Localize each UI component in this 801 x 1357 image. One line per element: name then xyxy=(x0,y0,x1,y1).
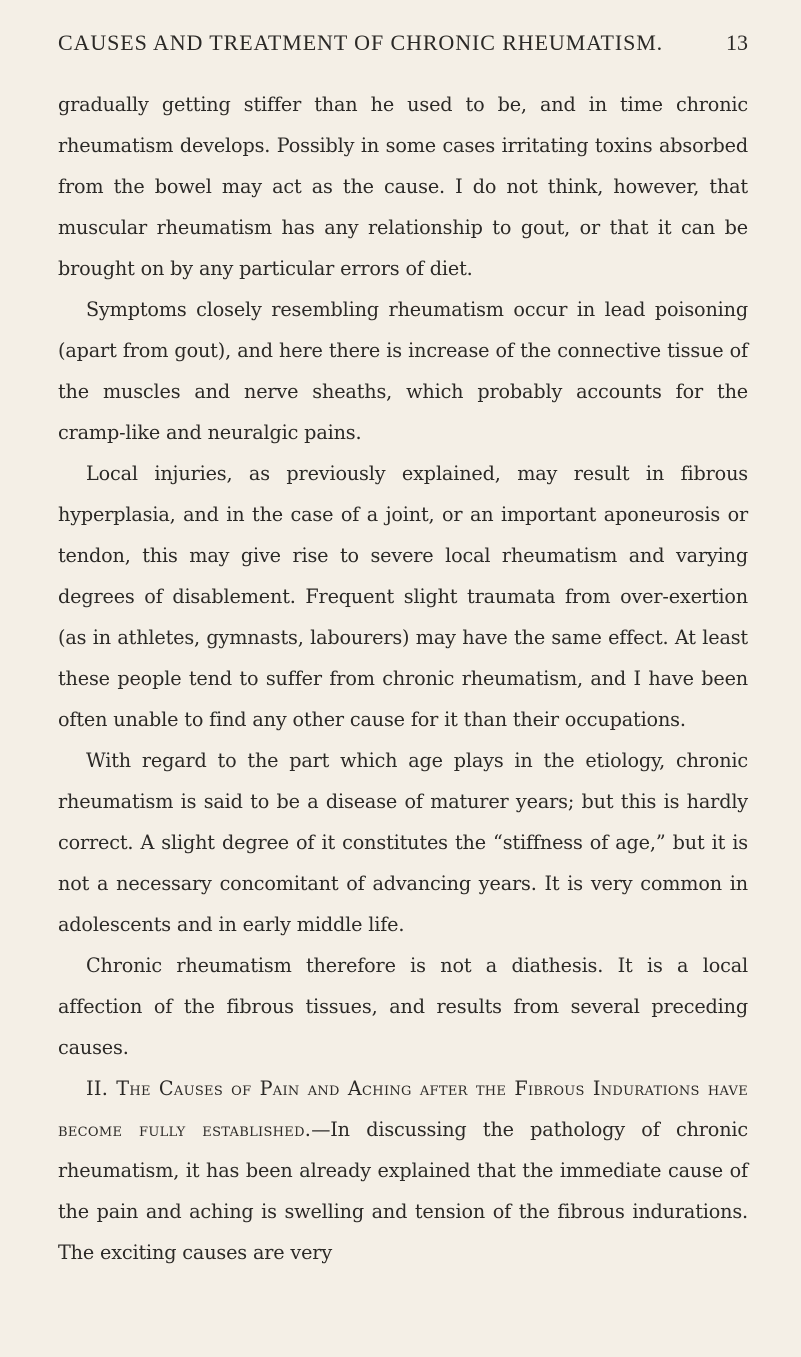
section-text: —In discussing the pathology of chronic rheumatism, it has been already explained that the immediate cause of the pain and aching is swelling and tension of the fibrous indurations. The exciting causes are very xyxy=(58,1118,748,1264)
paragraph-diathesis: Chronic rheumatism therefore is not a diathesis. It is a local affection of the fibrous tissues, and results from several preceding causes. xyxy=(58,954,748,1059)
section-heading: II. The Causes of Pain and Aching after the Fibrous Indurations have become fully established. xyxy=(58,1077,748,1141)
paragraph-age-etiology: With regard to the part which age plays in the etiology, chronic rheumatism is said to be a disease of maturer years; but this is hardly correct. A slight degree of it constitutes the “stiffness of age,” but it is not a necessary concomitant of advancing years. It is very common in adolescents and in early middle life. xyxy=(58,749,748,936)
paragraph-lead-poisoning: Symptoms closely resembling rheumatism occur in lead poisoning (apart from gout), and here there is increase of the connective tissue of the muscles and nerve sheaths, which probably accounts for the cramp-like and neuralgic pains. xyxy=(58,298,748,444)
section-paragraph xyxy=(58,1068,748,1273)
running-title: CAUSES AND TREATMENT OF CHRONIC RHEUMATISM. xyxy=(58,30,664,55)
paragraph-local-injuries: Local injuries, as previously explained, may result in fibrous hyperplasia, and in the case of a joint, or an important aponeurosis or tendon, this may give rise to severe local rheumatism and varying degrees of disablement. Frequent slight traumata from over-exertion (as in athletes, gymnasts, labourers) may have the same effect. At least these people tend to suffer from chronic rheumatism, and I have been often unable to find any other cause for it than their occupations. xyxy=(58,462,748,731)
page-number: 13 xyxy=(726,30,748,55)
body-text xyxy=(58,84,748,1273)
paragraph-continued: gradually getting stiffer than he used to be, and in time chronic rheumatism develops. Possibly in some cases irritating toxins absorbed from the bowel may act as the cause. I do not think, however, that muscular rheumatism has any relationship to gout, or that it can be brought on by any particular errors of diet. xyxy=(58,93,748,280)
running-head xyxy=(58,30,748,64)
